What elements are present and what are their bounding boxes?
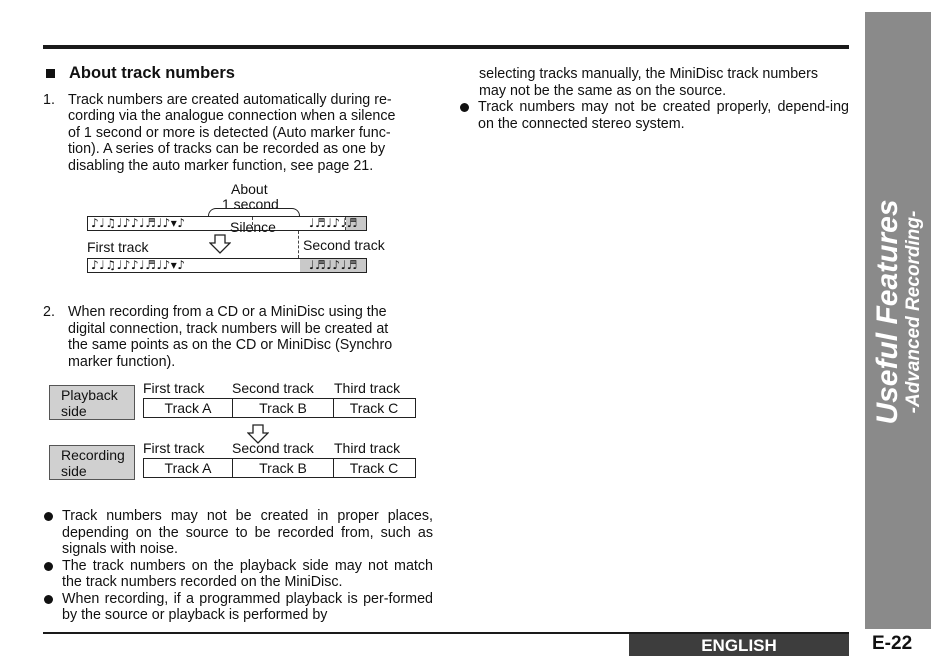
side-label: Recording	[61, 447, 125, 463]
track-header: First track	[143, 380, 205, 396]
about-label: About	[231, 181, 268, 197]
section-heading	[43, 65, 433, 82]
top-rule	[43, 45, 849, 49]
notes-list	[43, 508, 433, 624]
track-cell: Track C	[349, 460, 399, 476]
list-item: When recording, if a programmed playback is per-formed by the source or playback is performed by	[43, 591, 433, 624]
page-number: E-22	[872, 633, 913, 654]
track-header: First track	[143, 440, 205, 456]
track-header: Third track	[334, 440, 401, 456]
notes-list-continued	[459, 99, 849, 132]
item-line: of 1 second or more is detected (Auto marker func-	[68, 124, 391, 141]
one-second-label: 1 second	[222, 196, 279, 212]
item-number: 1.	[43, 91, 55, 108]
item-line: the same points as on the CD or MiniDisc (Synchro	[68, 337, 393, 353]
continued-line: selecting tracks manually, the MiniDisc track numbers	[479, 66, 819, 82]
playback-track-row	[143, 398, 416, 418]
auto-marker-diagram	[43, 181, 433, 284]
side-label: side	[61, 402, 87, 419]
right-column	[459, 66, 849, 132]
numbered-item-1	[43, 92, 433, 175]
track-header: Third track	[334, 380, 401, 396]
item-line: digital connection, track numbers will be created at	[68, 320, 389, 337]
down-arrow-icon	[209, 234, 231, 254]
continued-line: may not be the same as on the source.	[479, 82, 727, 99]
left-column	[43, 65, 433, 624]
item-line: Track numbers are created automatically during re-	[68, 91, 392, 108]
numbered-item-2	[43, 304, 433, 370]
first-track-label: First track	[87, 239, 149, 255]
sidebar-subtitle: -Advanced Recording-	[903, 210, 924, 414]
music-notes-second: ♩♬♩♪♩♬	[308, 258, 358, 272]
track-cell: Track A	[144, 399, 233, 417]
list-item: The track numbers on the playback side may not match the track numbers recorded on the MiniDisc.	[43, 558, 433, 591]
sidebar-heading	[873, 199, 923, 424]
square-bullet-icon	[46, 69, 55, 78]
track-cell: Track B	[233, 459, 334, 477]
recording-track-row	[143, 458, 416, 478]
track-cell: Track C	[349, 400, 399, 416]
item-line: tion). A series of tracks can be recorded as one by	[68, 141, 386, 157]
track-header: Second track	[232, 440, 314, 456]
music-notes-first: ♪♩♫♩♪♪♩♬♩♪▾♪	[91, 258, 186, 272]
list-item: Track numbers may not be created properly, depend-ing on the connected stereo system.	[459, 99, 849, 132]
item-line: disabling the auto marker function, see page 21.	[68, 157, 374, 174]
item-line: marker function).	[68, 353, 176, 370]
item-number: 2.	[43, 304, 55, 320]
track-header: Second track	[232, 380, 314, 396]
track-divider	[298, 231, 299, 258]
side-label: side	[61, 462, 87, 479]
recorded-track-strip	[87, 258, 367, 273]
silence-label: Silence	[230, 219, 276, 235]
music-notes-first: ♪♩♫♩♪♪♩♬♩♪▾♪	[91, 216, 186, 230]
track-cell: Track A	[144, 459, 233, 477]
recording-side-box	[49, 445, 135, 480]
heading-text: About track numbers	[69, 64, 235, 82]
continued-text	[459, 66, 849, 99]
item-line: When recording from a CD or a MiniDisc using the	[68, 304, 387, 320]
playback-side-box	[49, 385, 135, 420]
sidebar-title: Useful Features	[871, 199, 904, 425]
source-track-strip	[87, 216, 367, 231]
language-tab: ENGLISH	[629, 634, 849, 656]
item-line: cording via the analogue connection when a silence	[68, 108, 396, 124]
synchro-marker-diagram	[43, 382, 433, 502]
list-item: Track numbers may not be created in proper places, depending on the source to be recorded from, such as signals with noise.	[43, 508, 433, 558]
track-cell: Track B	[233, 399, 334, 417]
second-track-label: Second track	[303, 237, 385, 253]
side-label: Playback	[61, 387, 118, 403]
music-notes-second: ♩♬♩♪♩♬	[308, 216, 358, 230]
